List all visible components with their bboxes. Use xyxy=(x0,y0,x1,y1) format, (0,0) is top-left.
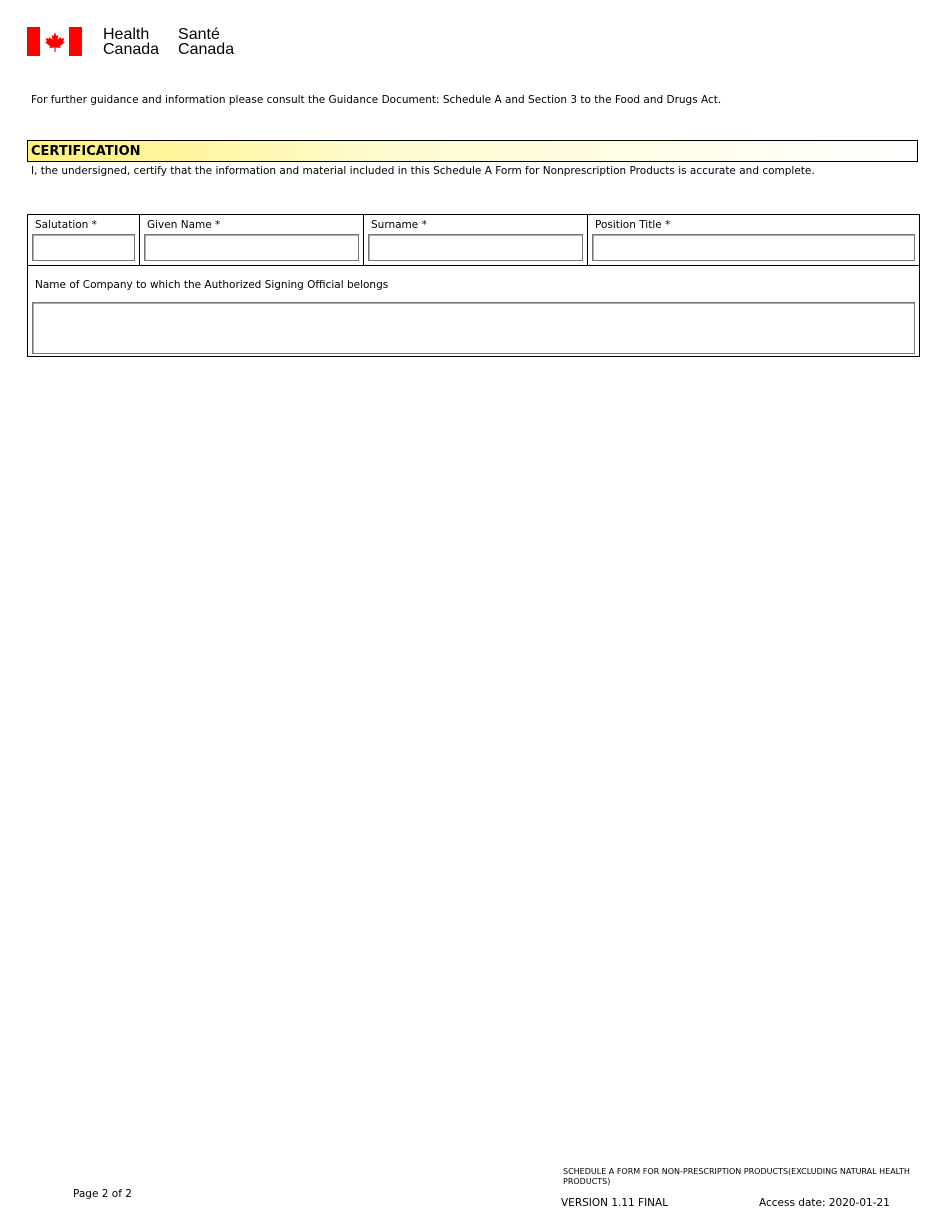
surname-cell xyxy=(364,215,588,265)
given-name-cell xyxy=(140,215,364,265)
position-title-cell xyxy=(588,215,919,265)
company-input[interactable] xyxy=(32,302,915,354)
given-name-input[interactable] xyxy=(144,234,359,261)
certification-heading: CERTIFICATION xyxy=(27,140,918,162)
surname-label: Surname * xyxy=(371,219,427,231)
salutation-cell xyxy=(28,215,140,265)
footer-form-title: SCHEDULE A FORM FOR NON-PRESCRIPTION PRODUCTS(EXCLUDING NATURAL HEALTH PRODUCTS) xyxy=(563,1167,910,1186)
salutation-label: Salutation * xyxy=(35,219,97,231)
dept-name-fr-line2: Canada xyxy=(178,41,235,58)
canada-flag-icon xyxy=(27,27,82,56)
surname-input[interactable] xyxy=(368,234,583,261)
position-title-input[interactable] xyxy=(592,234,915,261)
access-date: Access date: 2020-01-21 xyxy=(759,1197,890,1209)
salutation-input[interactable] xyxy=(32,234,135,261)
wordmark-fr xyxy=(178,27,234,57)
health-canada-logo xyxy=(27,27,234,57)
page-number: Page 2 of 2 xyxy=(73,1188,132,1200)
company-label: Name of Company to which the Authorized Signing Official belongs xyxy=(35,279,389,291)
version-label: VERSION 1.11 FINAL xyxy=(561,1197,669,1209)
dept-name-en-line2: Canada xyxy=(103,41,160,58)
given-name-label: Given Name * xyxy=(147,219,221,231)
dept-name-fr-line1: Santé xyxy=(178,26,220,43)
certification-statement: I, the undersigned, certify that the information and material included in this Schedule A Form for Nonprescription Products is accurate and complete. xyxy=(31,165,815,177)
wordmark-en xyxy=(103,27,159,57)
company-row xyxy=(28,265,919,356)
dept-name-en-line1: Health xyxy=(103,26,150,43)
signing-official-form xyxy=(27,214,920,357)
guidance-text: For further guidance and information please consult the Guidance Document: Schedule A and Section 3 to the Food and Drugs Act. xyxy=(31,94,722,106)
position-title-label: Position Title * xyxy=(595,219,671,231)
